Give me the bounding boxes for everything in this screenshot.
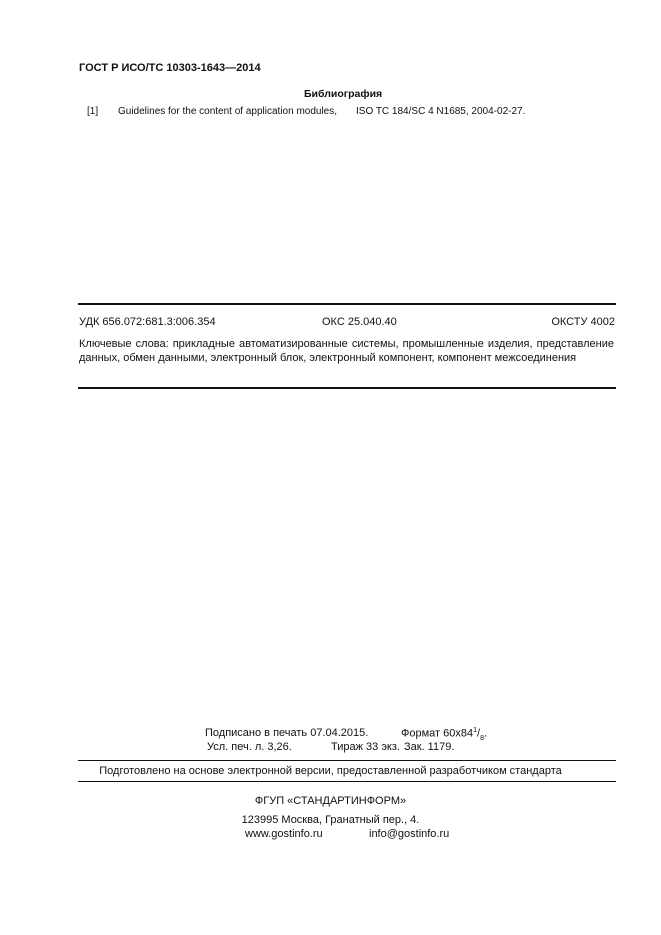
print-run: Тираж 33 экз.	[331, 741, 400, 753]
divider-keywords	[78, 387, 616, 389]
bibliography-item-source: ISO TC 184/SC 4 N1685, 2004-02-27.	[356, 106, 526, 117]
paper-format: Формат $60x84^1/_8$.	[401, 727, 488, 742]
udk-code: УДК 656.072:681.3:006.354	[79, 316, 216, 328]
publisher-name: ФГУП «СТАНДАРТИНФОРМ»	[254, 795, 407, 807]
paper-format-denominator: 8	[480, 734, 484, 742]
divider-publisher	[78, 781, 616, 782]
order-number: Зак. 1179.	[404, 741, 455, 753]
oks-code: ОКС 25.040.40	[322, 316, 397, 328]
document-code: ГОСТ Р ИСО/ТС 10303-1643—2014	[79, 62, 261, 74]
bibliography-item-title: Guidelines for the content of application modules,	[118, 106, 338, 117]
publisher-address: 123995 Москва, Гранатный пер., 4.	[241, 814, 420, 826]
paper-format-numerator: 1	[473, 727, 478, 734]
keywords-paragraph: Ключевые слова: прикладные автоматизированные системы, промышленные изделия, представление данных, обмен данными, электронный блок, электронный компонент, компонент межсоединения	[79, 338, 614, 364]
signed-date: Подписано в печать 07.04.2015.	[205, 727, 369, 739]
bibliography-item-number: [1]	[87, 106, 99, 117]
paper-format-suffix: .	[483, 727, 488, 740]
divider-imprint	[78, 760, 616, 761]
bibliography-title: Библиография	[304, 88, 383, 100]
print-sheets: Усл. печ. л. 3,26.	[207, 741, 292, 753]
divider-top	[78, 303, 616, 305]
paper-format-prefix: Формат 60x84	[401, 727, 474, 740]
prepared-note: Подготовлено на основе электронной версии, предоставленной разработчиком стандарта	[99, 765, 562, 777]
publisher-email-link[interactable]: info@gostinfo.ru	[369, 828, 450, 840]
publisher-website-link[interactable]: www.gostinfo.ru	[245, 828, 323, 840]
okstu-code: ОКСТУ 4002	[551, 316, 615, 328]
